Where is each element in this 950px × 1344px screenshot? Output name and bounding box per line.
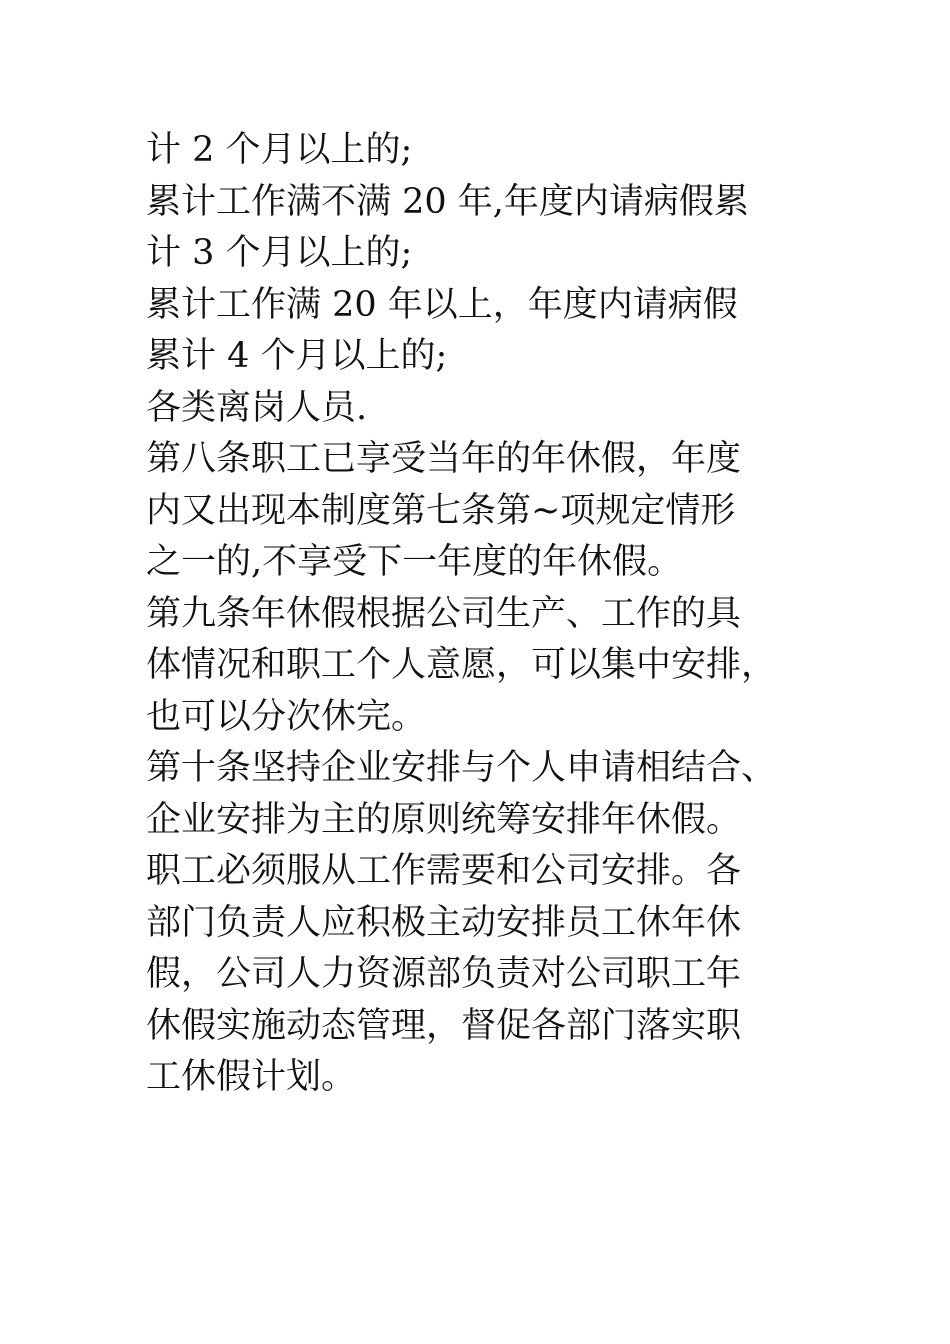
- text-line: 累计工作满 20 年以上，年度内请病假: [146, 284, 738, 325]
- text-line: 第九条年休假根据公司生产、工作的具: [146, 593, 742, 634]
- text-line: 部门负责人应积极主动安排员工休年休: [146, 902, 742, 943]
- body-text: [146, 125, 836, 1104]
- text-line: 职工必须服从工作需要和公司安排。各: [146, 851, 742, 891]
- text-line: 休假实施动态管理，督促各部门落实职: [146, 1005, 742, 1046]
- text-line: 企业安排为主的原则统筹安排年休假。: [146, 799, 742, 840]
- text-line: 计 2 个月以上的;: [146, 130, 413, 170]
- text-line: 假，公司人力资源部负责对公司职工年: [146, 954, 742, 994]
- text-line: 第十条坚持企业安排与个人申请相结合、: [146, 748, 777, 788]
- text-line: 也可以分次休完。: [146, 696, 427, 737]
- text-line: 内又出现本制度第七条第~项规定情形: [146, 490, 736, 531]
- text-line: 各类离岗人员.: [146, 387, 368, 428]
- text-line: 之一的,不享受下一年度的年休假。: [146, 542, 683, 582]
- text-line: 累计工作满不满 20 年,年度内请病假累: [146, 181, 749, 222]
- text-line: 累计 4 个月以上的;: [146, 336, 448, 376]
- text-line: 计 3 个月以上的;: [146, 233, 413, 273]
- text-line: 工休假计划。: [146, 1057, 357, 1097]
- text-line: 第八条职工已享受当年的年休假，年度: [146, 439, 742, 479]
- text-line: 体情况和职工个人意愿，可以集中安排，: [146, 645, 777, 685]
